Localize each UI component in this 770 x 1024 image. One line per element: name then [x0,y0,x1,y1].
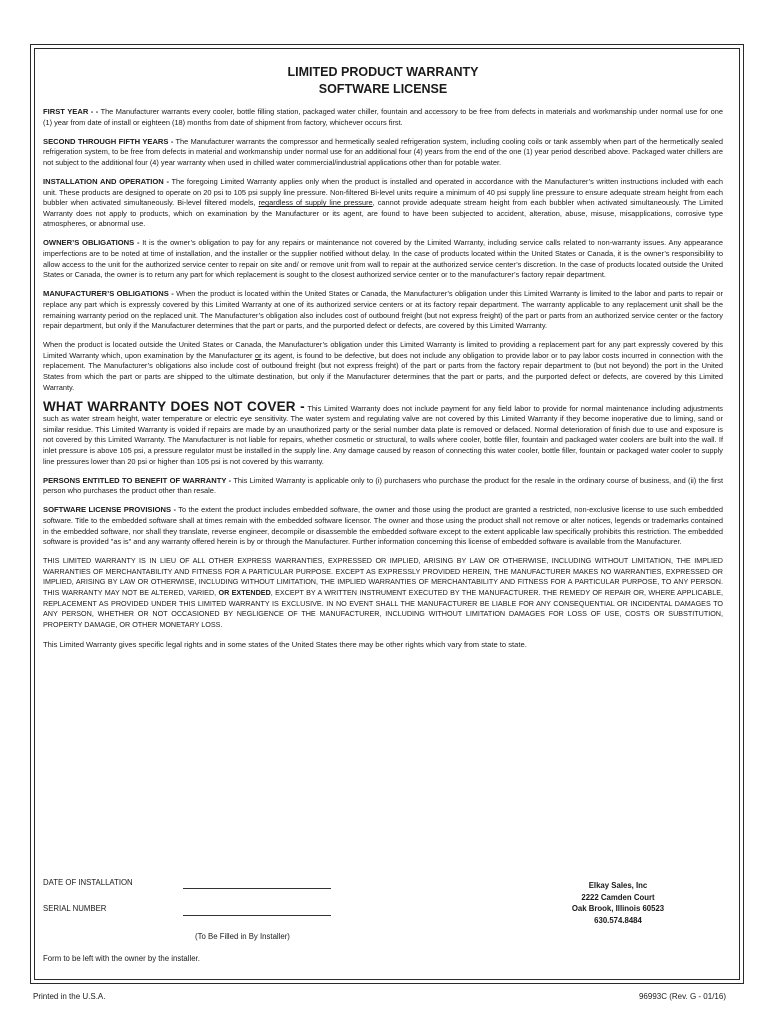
date-of-installation-field[interactable] [183,878,331,889]
section-heading: SOFTWARE LICENSE PROVISIONS - [43,505,177,515]
section-first-year [43,107,723,128]
section-persons-entitled [43,476,723,497]
section-outside-us [43,340,723,393]
document-title: LIMITED PRODUCT WARRANTY [287,65,479,79]
section-text: This Limited Warranty is applicable only to (i) purchasers who purchase the product for the resale in the ordinary course of business, and (ii) the first person who purchases the product other than resale. [43,475,724,496]
section-text: , EXCEPT BY A WRITTEN INSTRUMENT EXECUTED BY THE MANUFACTURER. THE REMEDY OF REPAIR OR, WHERE APPLICABLE, REPLACEMENT AS PROVIDED UNDER THIS LIMITED WARRANTY IS EXCLUSIVE. IN NO EVENT SHALL THE MANUFACTURER BE LIABLE FOR ANY CONSEQUENTIAL OR INCIDENTAL DAMAGES TO ANY PERSON, WHETHER OR NOT OCCASIONED BY NEGLIGENCE OF THE MANUFACTURER, INCLUDING WITHOUT LIMITATION DAMAGES FOR LOSS OF USE, COSTS OR SUBSTITUTION, PROPERTY DAMAGE, OR OTHER MONETARY LOSS. [43,588,723,629]
company-name: Elkay Sales, Inc [588,881,648,890]
serial-number-label: SERIAL NUMBER [43,904,107,913]
section-disclaimer [43,556,723,630]
document-subtitle: SOFTWARE LICENSE [318,82,448,96]
section-owners-obligations [43,238,723,280]
company-street: 2222 Camden Court [581,892,655,902]
section-legal-rights: This Limited Warranty gives specific legal rights and in some states of the United States there may be other rights which vary from state to state. [43,639,527,649]
section-text: The Manufacturer warrants the compressor and hermetically sealed refrigeration system, including cooling coils or tank assembly when part of the hermetically sealed refrigeration system, to be free from defects in material and workmanship under normal use for an additional four (4) years from the end of the one (1) year period described above. Packaged water chillers are not subject to the additional four (4) year warranty when used in chilled water commercial/industrial applications other than for potable water. [43,136,723,167]
section-manufacturers-obligations [43,289,723,331]
company-city: Oak Brook, Illinois 60523 [571,904,665,913]
footer-printed-in: Printed in the U.S.A. [33,992,106,1001]
section-heading: SECOND THROUGH FIFTH YEARS - [43,136,174,146]
section-text: THIS LIMITED WARRANTY IS IN LIEU OF ALL OTHER EXPRESS WARRANTIES, EXPRESSED OR IMPLIED, ARISING BY LAW OR OTHERWISE, INCLUDING WITHOUT LIMITATION, THE IMPLIED WARRANTIES OF MERCHANTABILITY AND FITNESS FOR A PARTICULAR PURPOSE. EXCEPT AS EXPRESSLY PROVIDED HEREIN, THE MANUFACTURER MAKES NO WARRANTIES, EXPRESSED OR IMPLIED, ARISING BY LAW OR OTHERWISE, INCLUDING WITHOUT LIMITATION, THE IMPLIED WARRANTIES OF MERCHANTABILITY AND FITNESS FOR A PARTICULAR PURPOSE, TO ANY PERSON. THIS WARRANTY MAY NOT BE ALTERED, VARIED, [43,556,723,598]
section-text: The Manufacturer warrants every cooler, bottle filling station, packaged water chiller, fountain and accessory to be free from defects in materials and workmanship under normal use for one (1) year from date of install or eighteen (18) months from date of shipment from factory, whichever occurs first. [43,107,723,127]
section-heading: FIRST YEAR - - [43,107,99,116]
bold-text: OR EXTENDED [218,588,271,598]
section-text: This Limited Warranty does not include payment for any field labor to provide for normal maintenance including adjustments such as water stream height, water temperature or electric eye sensitivity. The water system and regulating valve are not covered by this Limited Warranty if they become inoperative due to liming, sand or similar residue. This Limited Warranty is voided if repairs are made by an unauthorized party or the serial number data plate is removed or defaced. Normal deterioration of finish due to use and exposure is not covered by this Limited Warranty. The Manufacturer is not liable for repairs, whether cosmetic or structural, to walls where cooler, bottle filler, fountain and packaged water coolers are built into the wall. If inlet pressure is above 105 psi, a pressure regulator must be installed in the supply line. Any damage caused by reason of connecting this water cooler, bottle filler, fountain or packaged water cooler to supply line pressures lower than 20 psi or higher than 105 psi is not covered by this warranty. [43,403,723,466]
owner-note: Form to be left with the owner by the installer. [43,954,200,963]
section-not-covered [43,398,723,468]
section-text: The foregoing Limited Warranty applies only when the product is installed and operated in accordance with the Manufacturer’s written instructions included with each unit. These products are designed to operate on 20 psi to 105 psi supply line pressure. Non-filtered Bi-level units require a minimum of 40 psi supply line pressure to ensure adequate stream height from each bubbler when activated simultaneously. Bi-level filtered models, [43,176,723,208]
warranty-document [43,64,723,660]
section-heading: MANUFACTURER’S OBLIGATIONS - [43,289,174,299]
serial-number-field[interactable] [183,905,331,916]
section-heading: INSTALLATION AND OPERATION - [43,176,169,186]
underlined-text: regardless of supply line pressure [258,198,373,208]
section-heading: OWNER’S OBLIGATIONS - [43,238,140,248]
section-text: its agent, is found to be defective, but does not include any obligation to provide labor or to pay labor costs incurred in connection with the replacement. The Manufacturer’s obligations also include cost of outbound freight (but not express freight) of the part or parts from the factory repair department to (but not beyond) the port in the United States from which the part or parts are shipped to the ultimate destination, but only if the Manufacturer determines that the part or parts, and the purported defect or defects, are covered by this Limited Warranty. [43,350,724,392]
section-heading: WHAT WARRANTY DOES NOT COVER - [43,398,305,414]
underlined-text: or [254,350,262,360]
section-text: When the product is located within the United States or Canada, the Manufacturer’s obligation under this Limited Warranty is limited to the labor and parts to repair or replace any part which is expressly covered by this Limited Warranty at one of its authorized service centers or at its factory repair department. The warranty applicable to any replacement unit shall be the remaining warranty period on the replaced unit. The Manufacturer’s obligation also includes cost of outbound freight (but not express freight) of the part or parts from an authorized service center or the factory repair department, but only if the Manufacturer determines that the part or parts, and the purported defect or defects, are covered by this Limited Warranty. [43,289,723,331]
section-text: It is the owner’s obligation to pay for any repairs or maintenance not covered by the Limited Warranty, including service calls related to non-warranty issues. Any appearance imperfections are to be noted at time of installation, and the installer or the supplier notified without delay. In the case of products located within the United States or Canada, it is the owner’s responsibility to allow access to the unit for the authorized service center to repair on site and/ or remove unit from wall to repair at the authorized service center’s discretion. In the case of products located outside the United States or Canada, the owner is to return any part for which replacement is sought to the closest authorized service center or to the manufacturer’s factory repair department. [43,238,724,280]
section-text: , cannot provide adequate stream height from each bubbler when activated simultaneously. The Limited Warranty does not apply to products, which on examination by the Manufacturer or its agent, are found to have been subjected to accident, alteration, abuse, misuse, misapplications, corrosive type atmospheres, or abnormal use. [43,198,723,229]
section-text: When the product is located outside the United States or Canada, the Manufacturer’s obligation under this Limited Warranty is limited to providing a replacement part for any part expressly covered by this Limited Warranty which, upon examination by the Manufacturer [43,340,723,360]
date-of-installation-label: DATE OF INSTALLATION [43,878,133,887]
section-installation [43,177,723,230]
footer-form-number: 96993C (Rev. G - 01/16) [638,992,726,1001]
company-phone: 630.574.8484 [594,915,642,925]
installation-form [43,876,723,966]
section-text: To the extent the product includes embedded software, the owner and those using the product are granted a restricted, non-exclusive license to use such embedded software. Title to the embedded software shall at times remain with the embedded software licensor. The owner and those using the product shall not remove or alter notices, legends or trademarks contained in the embedded software, nor shall they translate, reverse engineer, decompile or disassemble the embedded software except to the extent applicable law specifically prohibits this restriction. The embedded software is provided "as is" and any warranty offered herein is by or through the Manufacturer. Further information concerning this license of embedded software is available from the Manufacturer. [43,505,723,547]
company-address [533,880,703,926]
section-second-fifth-years [43,137,723,169]
installer-note: (To Be Filled in By Installer) [195,932,290,941]
section-heading: PERSONS ENTITLED TO BENEFIT OF WARRANTY - [43,475,232,485]
section-software-license [43,505,723,547]
